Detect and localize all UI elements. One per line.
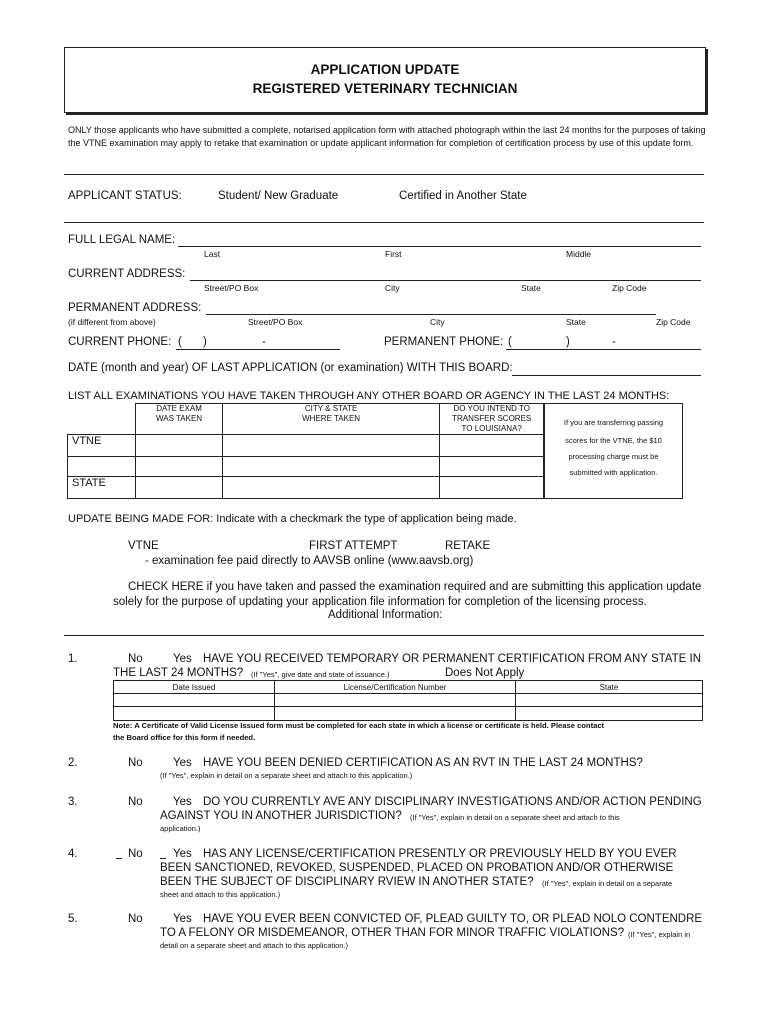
q4-yes-option[interactable]: Yes	[173, 848, 192, 860]
exams-col-city-header: CITY & STATE WHERE TAKEN	[222, 404, 440, 435]
permanent-phone-open-paren: (	[508, 336, 512, 348]
q3-number: 3.	[68, 796, 78, 808]
additional-info-label: Additional Information:	[328, 609, 443, 621]
divider	[64, 635, 704, 636]
q4-text-line4: sheet and attach to this application.)	[160, 890, 281, 899]
transfer-note-line2: scores for the VTNE, the $10	[565, 436, 662, 445]
update-check-line2: solely for the purpose of updating your application file information for completion of the licensing process.	[113, 596, 647, 608]
q3-no-option[interactable]: No	[128, 796, 143, 808]
exam-extra-date-cell[interactable]	[136, 457, 223, 477]
exams-table	[67, 403, 544, 499]
permanent-street-caption: Street/PO Box	[248, 317, 303, 327]
vtne-date-cell[interactable]	[136, 435, 223, 457]
q5-paren-note: (If "Yes", explain in	[628, 930, 691, 939]
transfer-note-line3: processing charge must be	[568, 452, 659, 461]
exams-heading: LIST ALL EXAMINATIONS YOU HAVE TAKEN THROUGH ANY OTHER BOARD OR AGENCY IN THE LAST 24 MONTHS:	[68, 390, 670, 402]
permanent-phone-label: PERMANENT PHONE:	[384, 336, 504, 348]
last-application-field[interactable]	[512, 375, 701, 376]
q2-number: 2.	[68, 757, 78, 769]
update-fee-note: - examination fee paid directly to AAVSB online (www.aavsb.org)	[145, 555, 474, 567]
current-phone-label: CURRENT PHONE:	[68, 336, 172, 348]
q2-text-line1: HAVE YOU BEEN DENIED CERTIFICATION AS AN RVT IN THE LAST 24 MONTHS?	[203, 757, 643, 769]
current-street-caption: Street/PO Box	[204, 283, 259, 293]
update-retake-option[interactable]: RETAKE	[445, 540, 491, 552]
q4-no-blank[interactable]	[116, 858, 122, 859]
q4-text-line2: BEEN SANCTIONED, REVOKED, SUSPENDED, PLACED ON PROBATION AND/OR OTHERWISE	[160, 862, 674, 874]
name-middle-caption: Middle	[566, 249, 592, 259]
q2-paren-note: (If "Yes", explain in detail on a separate sheet and attach to this application.)	[160, 771, 413, 780]
q3-text-line3: application.)	[160, 824, 201, 833]
current-phone-open-paren: (	[178, 336, 182, 348]
update-first-attempt-option[interactable]: FIRST ATTEMPT	[309, 540, 398, 552]
current-phone-dash: -	[262, 336, 266, 348]
current-phone-close-paren: )	[203, 336, 207, 348]
current-address-field[interactable]	[190, 280, 701, 281]
exams-blank-header	[68, 404, 136, 435]
form-title: APPLICATION UPDATE	[310, 62, 460, 77]
q1-does-not-apply[interactable]: Does Not Apply	[445, 667, 525, 679]
applicant-status-label: APPLICANT STATUS:	[68, 190, 182, 202]
q1-col-state: State	[516, 681, 703, 694]
permanent-phone-dash: -	[612, 336, 616, 348]
q3-text-line2: AGAINST YOU IN ANOTHER JURISDICTION?	[160, 810, 402, 822]
transfer-note-line1: If you are transferring passing	[563, 418, 664, 427]
q4-number: 4.	[68, 848, 78, 860]
exams-row-state: STATE	[68, 477, 136, 499]
permanent-address-label: PERMANENT ADDRESS:	[68, 302, 202, 314]
q1-number: 1.	[68, 653, 78, 665]
exams-row-vtne: VTNE	[68, 435, 136, 457]
q5-text-line2: TO A FELONY OR MISDEMEANOR, OTHER THAN FOR MINOR TRAFFIC VIOLATIONS?	[160, 927, 625, 939]
q1-yes-option[interactable]: Yes	[173, 653, 192, 665]
q1-col-license-number: License/Certification Number	[275, 681, 516, 694]
q4-paren-note: (If "Yes", explain in detail on a separate	[542, 879, 673, 888]
divider	[64, 222, 704, 223]
q2-no-option[interactable]: No	[128, 757, 143, 769]
current-phone-field[interactable]	[176, 349, 340, 350]
status-student-option[interactable]: Student/ New Graduate	[218, 190, 339, 202]
exam-extra-city-cell[interactable]	[222, 457, 440, 477]
divider	[64, 174, 704, 175]
exams-col-transfer-header: DO YOU INTEND TO TRANSFER SCORES TO LOUISIANA?	[440, 404, 544, 435]
q1-date-cell-2[interactable]	[114, 707, 275, 721]
q5-no-option[interactable]: No	[128, 913, 143, 925]
permanent-zip-caption: Zip Code	[656, 317, 691, 327]
current-zip-caption: Zip Code	[612, 283, 647, 293]
q1-no-option[interactable]: No	[128, 653, 143, 665]
vtne-transfer-cell[interactable]	[440, 435, 544, 457]
permanent-phone-close-paren: )	[566, 336, 570, 348]
update-vtne-option[interactable]: VTNE	[128, 540, 159, 552]
update-check-line1[interactable]: CHECK HERE if you have taken and passed the examination required and are submitting this application update	[128, 581, 702, 593]
q1-paren-note: (If "Yes", give date and state of issuance.)	[251, 670, 390, 679]
full-name-field[interactable]	[178, 246, 701, 247]
transfer-note-line4: submitted with application.	[569, 468, 658, 477]
q5-number: 5.	[68, 913, 78, 925]
q5-yes-option[interactable]: Yes	[173, 913, 192, 925]
q3-yes-option[interactable]: Yes	[173, 796, 192, 808]
status-certified-option[interactable]: Certified in Another State	[399, 190, 527, 202]
update-heading: UPDATE BEING MADE FOR: Indicate with a checkmark the type of application being made.	[68, 513, 517, 525]
form-subtitle: REGISTERED VETERINARY TECHNICIAN	[252, 81, 518, 96]
permanent-city-caption: City	[430, 317, 445, 327]
permanent-phone-field[interactable]	[506, 349, 701, 350]
q3-text-line1: DO YOU CURRENTLY AVE ANY DISCIPLINARY INVESTIGATIONS AND/OR ACTION PENDING	[203, 796, 702, 808]
q1-license-table	[113, 680, 703, 721]
q3-paren-note: (If "Yes", explain in detail on a separate sheet and attach to this	[410, 813, 620, 822]
q1-text-line1: HAVE YOU RECEIVED TEMPORARY OR PERMANENT CERTIFICATION FROM ANY STATE IN	[203, 653, 701, 665]
exam-extra-transfer-cell[interactable]	[440, 457, 544, 477]
transfer-note-box	[544, 403, 683, 499]
intro-paragraph: ONLY those applicants who have submitted a complete, notarised application form with attached photograph within the last 24 months for the purposes of taking the VTNE examination may apply to retake that examination or update applicant information for completion of certification process by use of this update form.	[68, 125, 706, 148]
current-address-label: CURRENT ADDRESS:	[68, 268, 186, 280]
q1-text-line2: THE LAST 24 MONTHS?	[113, 667, 244, 679]
state-transfer-cell[interactable]	[440, 477, 544, 499]
permanent-address-field[interactable]	[206, 314, 656, 315]
q1-date-cell[interactable]	[114, 694, 275, 707]
exams-col-date-header: DATE EXAM WAS TAKEN	[136, 404, 223, 435]
q1-number-cell-2[interactable]	[275, 707, 516, 721]
q1-note-line2: the Board office for this form if needed.	[113, 733, 256, 742]
q1-state-cell[interactable]	[516, 694, 703, 707]
q1-col-date-issued: Date Issued	[114, 681, 275, 694]
q5-text-line3: detail on a separate sheet and attach to this application.)	[160, 941, 349, 950]
q2-yes-option[interactable]: Yes	[173, 757, 192, 769]
vtne-city-cell[interactable]	[222, 435, 440, 457]
q4-yes-blank[interactable]	[160, 858, 166, 859]
state-city-cell[interactable]	[222, 477, 440, 499]
q4-text-line3: BEEN THE SUBJECT OF DISCIPLINARY RVIEW IN ANOTHER STATE?	[160, 876, 534, 888]
title-box	[64, 47, 706, 113]
full-name-label: FULL LEGAL NAME:	[68, 234, 176, 246]
q4-no-option[interactable]: No	[128, 848, 143, 860]
q1-state-cell-2[interactable]	[516, 707, 703, 721]
exams-spacer-cell	[68, 457, 136, 477]
q5-text-line1: HAVE YOU EVER BEEN CONVICTED OF, PLEAD GUILTY TO, OR PLEAD NOLO CONTENDRE	[203, 913, 703, 925]
permanent-address-note: (if different from above)	[68, 317, 156, 327]
state-date-cell[interactable]	[136, 477, 223, 499]
last-application-label: DATE (month and year) OF LAST APPLICATION (or examination) WITH THIS BOARD:	[68, 362, 513, 374]
name-first-caption: First	[385, 249, 402, 259]
q1-note-line1: Note: A Certificate of Valid License Issued form must be completed for each state in which a license or certificate is held. Please contact	[113, 721, 605, 730]
q4-text-line1: HAS ANY LICENSE/CERTIFICATION PRESENTLY OR PREVIOUSLY HELD BY YOU EVER	[203, 848, 677, 860]
current-state-caption: State	[521, 283, 541, 293]
permanent-state-caption: State	[566, 317, 586, 327]
current-city-caption: City	[385, 283, 400, 293]
name-last-caption: Last	[204, 249, 221, 259]
q1-number-cell[interactable]	[275, 694, 516, 707]
